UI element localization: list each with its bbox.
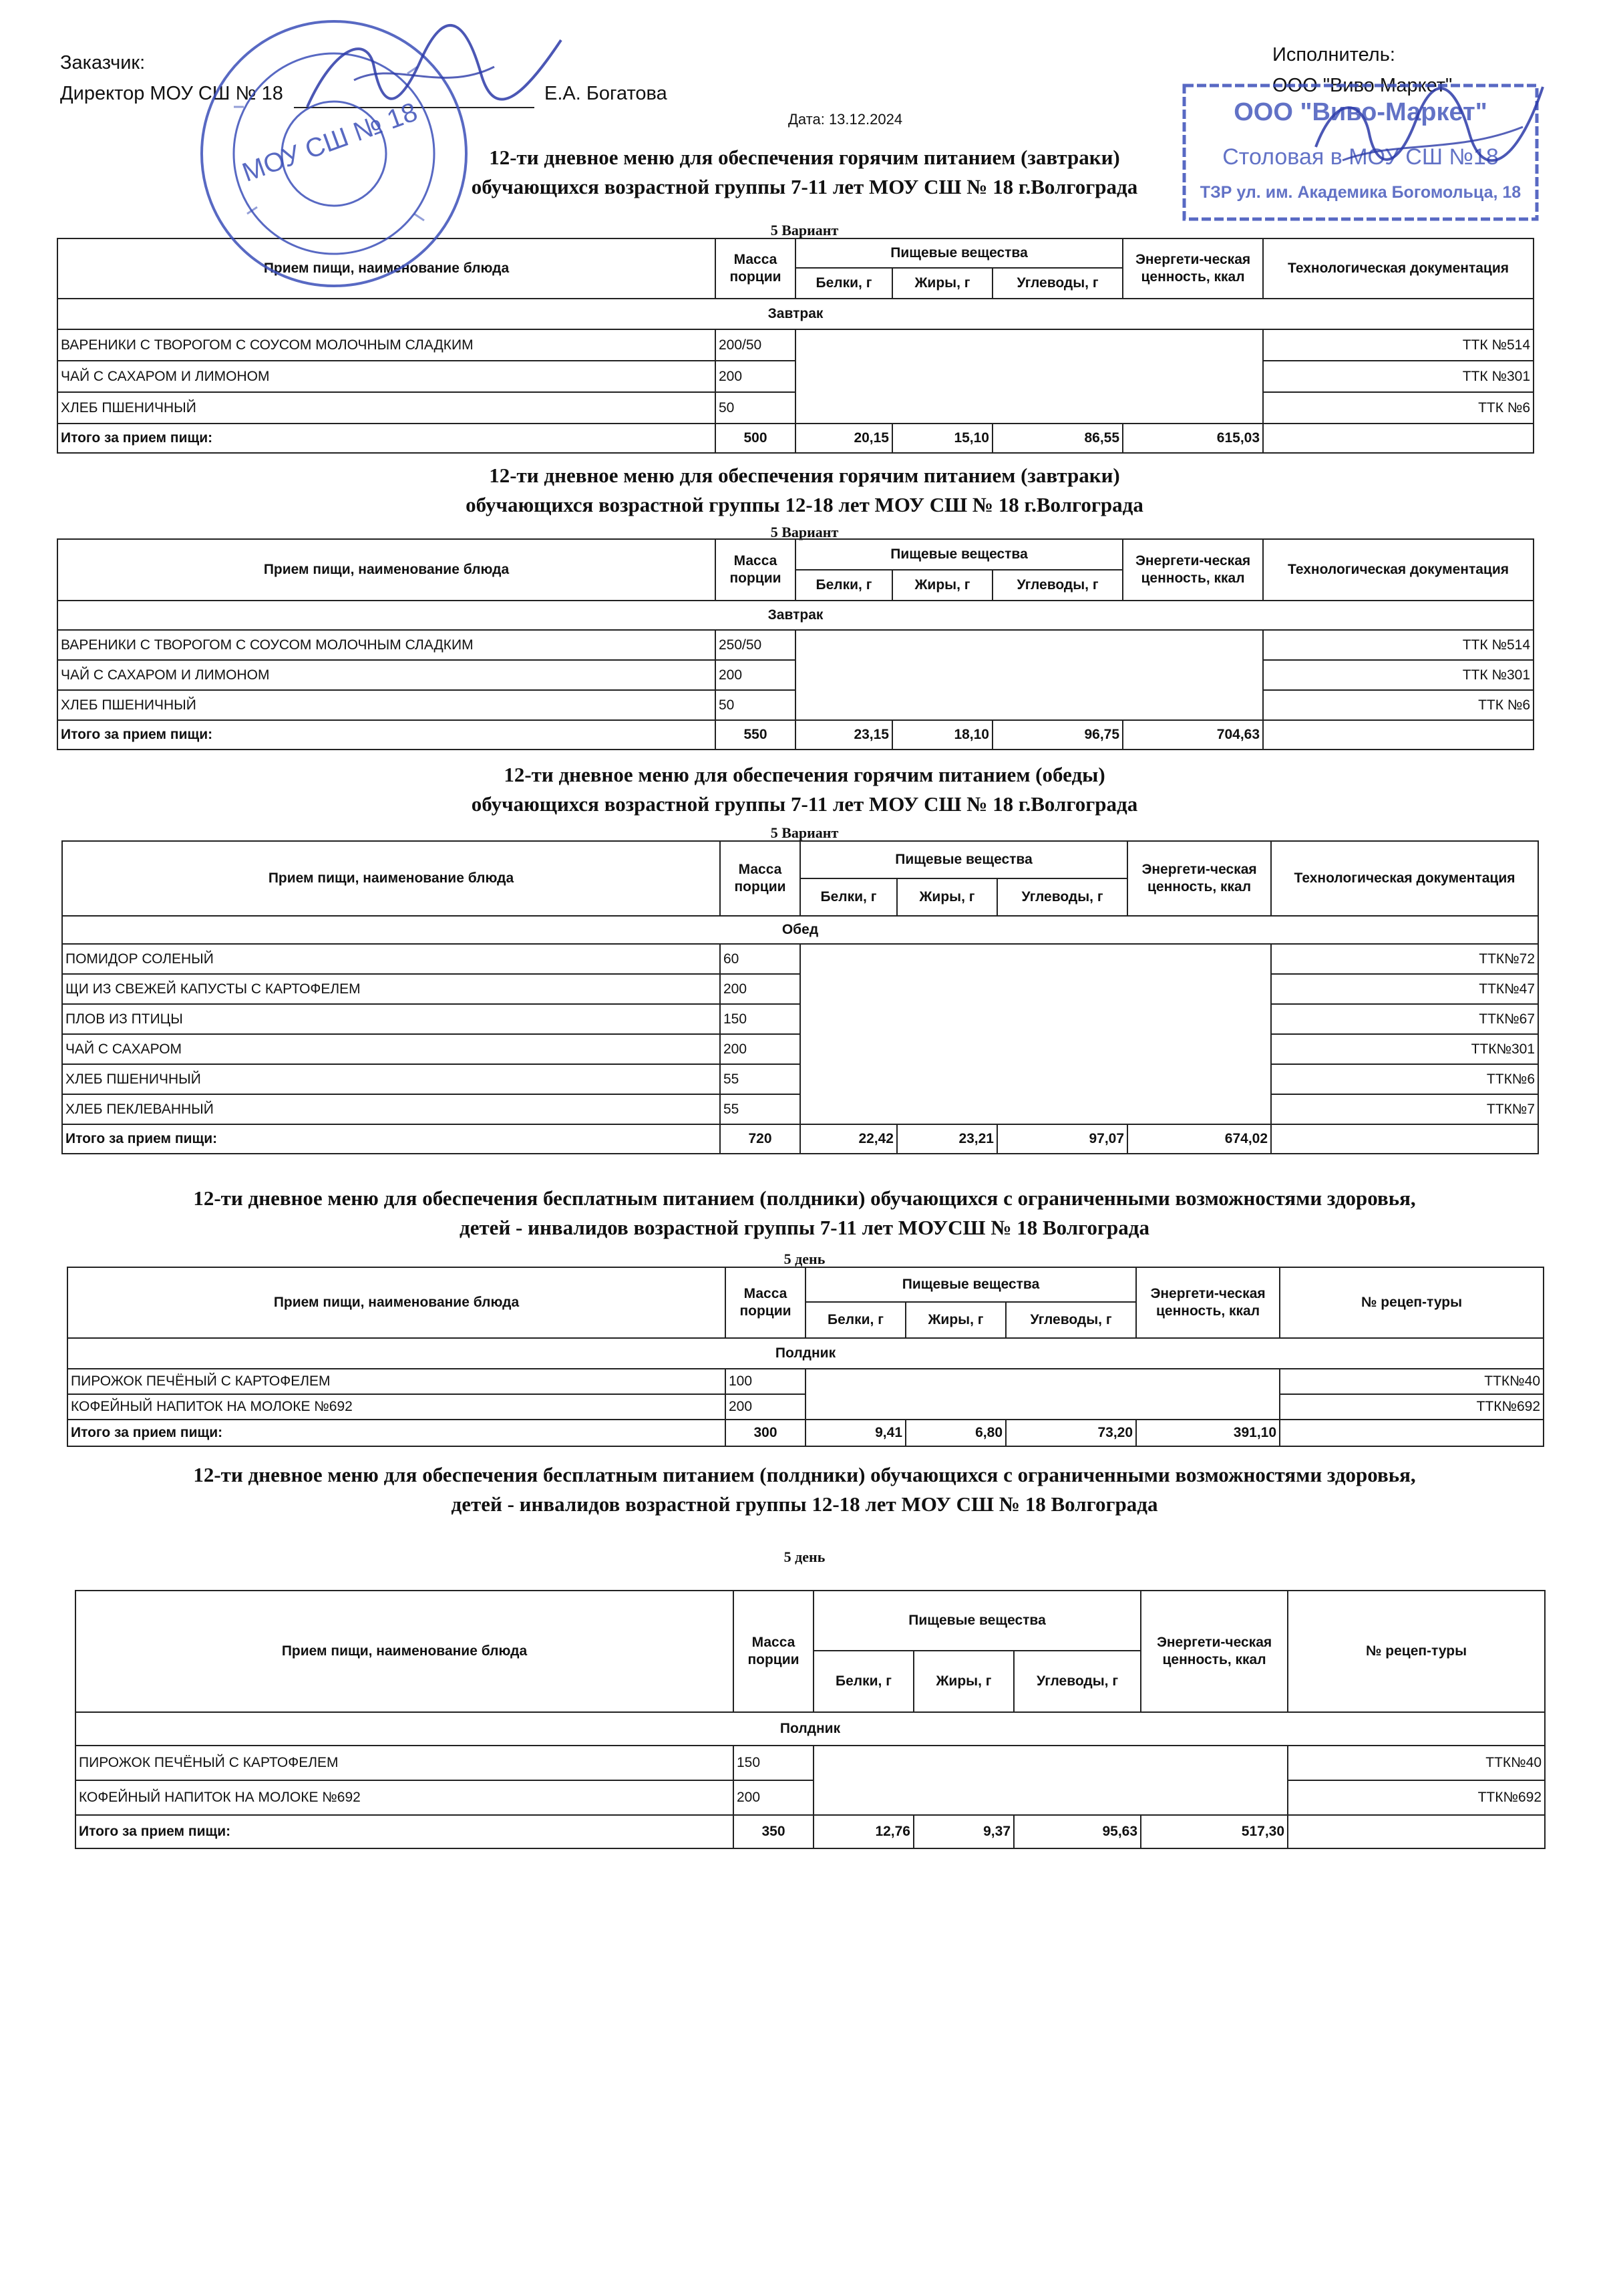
col-nutrients-header: Пищевые вещества [795,238,1123,268]
col-name-header: Прием пищи, наименование блюда [62,841,720,916]
total-carbs: 86,55 [993,424,1123,453]
table-row [67,1369,1544,1394]
total-energy: 391,10 [1136,1420,1280,1446]
section-3-title-1: 12-ти дневное меню для обеспечения горячим питанием (обеды) [504,763,1105,786]
section-3-title-2: обучающихся возрастной группы 7-11 лет МОУ СШ № 18 г.Волгограда [471,792,1138,816]
section-5-title-1: 12-ти дневное меню для обеспечения бесплатным питанием (полдники) обучающихся с ограниченными возможностями здоровья, [193,1463,1416,1486]
dish-doc: ТТК№67 [1271,1004,1538,1034]
col-mass-header: Масса порции [725,1267,806,1338]
total-row [57,720,1534,750]
executor-org: ООО "Виво Маркет" [1272,75,1453,96]
section-3-variant: 5 Вариант [770,824,839,841]
total-label: Итого за прием пищи: [57,720,715,750]
menu-table-2 [57,538,1534,750]
total-row [62,1124,1538,1154]
col-protein-header: Белки, г [795,570,892,601]
total-fat: 18,10 [892,720,993,750]
total-carbs: 73,20 [1006,1420,1136,1446]
dish-doc: ТТК №6 [1263,690,1534,720]
menu-table-3 [61,840,1539,1154]
col-name-header: Прием пищи, наименование блюда [57,539,715,601]
dish-name: КОФЕЙНЫЙ НАПИТОК НА МОЛОКЕ №692 [67,1394,725,1420]
table-row [75,1746,1545,1780]
total-carbs: 95,63 [1014,1815,1141,1848]
dish-name: ХЛЕБ ПШЕНИЧНЫЙ [62,1064,720,1094]
dish-mass: 60 [720,944,800,974]
col-name-header: Прием пищи, наименование блюда [67,1267,725,1338]
section-1-title-1: 12-ти дневное меню для обеспечения горячим питанием (завтраки) [489,146,1120,169]
col-name-header: Прием пищи, наименование блюда [57,238,715,299]
col-energy-header: Энергети-ческая ценность, ккал [1123,539,1263,601]
col-mass-header: Масса порции [720,841,800,916]
col-nutrients-header: Пищевые вещества [800,841,1127,878]
dish-name: ВАРЕНИКИ С ТВОРОГОМ С СОУСОМ МОЛОЧНЫМ СЛАДКИМ [57,630,715,660]
section-5-title-2: детей - инвалидов возрастной группы 12-18 лет МОУ СШ № 18 Волгограда [451,1492,1158,1516]
total-row [75,1815,1545,1848]
dish-mass: 200 [720,1034,800,1064]
dish-name: ПИРОЖОК ПЕЧЁНЫЙ С КАРТОФЕЛЕМ [75,1746,733,1780]
total-energy: 674,02 [1127,1124,1271,1154]
col-fat-header: Жиры, г [914,1651,1014,1712]
meal-heading: Обед [62,916,1538,944]
table-row [75,1780,1545,1815]
total-carbs: 96,75 [993,720,1123,750]
total-mass: 350 [733,1815,814,1848]
menu-table-5 [75,1590,1546,1849]
round-stamp-text: МОУ СШ № 18 [238,97,421,188]
col-carbs-header: Углеводы, г [997,878,1127,916]
total-fat: 15,10 [892,424,993,453]
col-protein-header: Белки, г [800,878,897,916]
dish-doc: ТТК№692 [1280,1394,1544,1420]
col-techdoc-header: Технологическая документация [1271,841,1538,916]
empty-nutrients-cell [795,329,1263,424]
dish-mass: 150 [720,1004,800,1034]
total-carbs: 97,07 [997,1124,1127,1154]
col-techdoc-header: Технологическая документация [1263,238,1534,299]
col-protein-header: Белки, г [806,1302,906,1338]
col-energy-header: Энергети-ческая ценность, ккал [1141,1591,1288,1712]
col-nutrients-header: Пищевые вещества [806,1267,1136,1302]
col-fat-header: Жиры, г [892,268,993,299]
col-carbs-header: Углеводы, г [1006,1302,1136,1338]
dish-mass: 200 [733,1780,814,1815]
total-protein: 22,42 [800,1124,897,1154]
col-mass-header: Масса порции [715,238,795,299]
total-mass: 300 [725,1420,806,1446]
dish-mass: 50 [715,690,795,720]
dish-doc: ТТК№6 [1271,1064,1538,1094]
dish-doc: ТТК№40 [1280,1369,1544,1394]
col-mass-header: Масса порции [733,1591,814,1712]
empty-nutrients-cell [800,944,1271,1124]
col-recipe-header: № рецеп-туры [1280,1267,1544,1338]
dish-doc: ТТК №301 [1263,361,1534,392]
col-protein-header: Белки, г [814,1651,914,1712]
dish-name: ВАРЕНИКИ С ТВОРОГОМ С СОУСОМ МОЛОЧНЫМ СЛАДКИМ [57,329,715,361]
dish-doc: ТТК№40 [1288,1746,1545,1780]
total-protein: 23,15 [795,720,892,750]
total-label: Итого за прием пищи: [57,424,715,453]
meal-heading: Полдник [75,1712,1545,1746]
total-protein: 12,76 [814,1815,914,1848]
section-1-variant: 5 Вариант [770,222,839,238]
dish-name: ПИРОЖОК ПЕЧЁНЫЙ С КАРТОФЕЛЕМ [67,1369,725,1394]
col-mass-header: Масса порции [715,539,795,601]
dish-mass: 150 [733,1746,814,1780]
dish-name: ЩИ ИЗ СВЕЖЕЙ КАПУСТЫ С КАРТОФЕЛЕМ [62,974,720,1004]
total-row [57,424,1534,453]
executor-label: Исполнитель: [1272,44,1395,65]
dish-doc: ТТК№72 [1271,944,1538,974]
section-2-title-1: 12-ти дневное меню для обеспечения горячим питанием (завтраки) [489,464,1120,487]
col-energy-header: Энергети-ческая ценность, ккал [1123,238,1263,299]
total-label: Итого за прием пищи: [75,1815,733,1848]
total-mass: 720 [720,1124,800,1154]
meal-heading: Завтрак [57,601,1534,630]
total-mass: 500 [715,424,795,453]
dish-doc: ТТК №514 [1263,329,1534,361]
col-fat-header: Жиры, г [906,1302,1006,1338]
total-label: Итого за прием пищи: [62,1124,720,1154]
section-2-title-2: обучающихся возрастной группы 12-18 лет МОУ СШ № 18 г.Волгограда [466,493,1143,516]
menu-table-4 [67,1267,1544,1447]
dish-name: ХЛЕБ ПШЕНИЧНЫЙ [57,690,715,720]
dish-mass: 50 [715,392,795,424]
dish-name: ПЛОВ ИЗ ПТИЦЫ [62,1004,720,1034]
rect-stamp-line1: ООО "Виво-Маркет" [1234,98,1487,126]
col-energy-header: Энергети-ческая ценность, ккал [1127,841,1271,916]
dish-doc: ТТК№301 [1271,1034,1538,1064]
total-energy: 704,63 [1123,720,1263,750]
dish-mass: 100 [725,1369,806,1394]
dish-doc: ТТК №6 [1263,392,1534,424]
total-fat: 6,80 [906,1420,1006,1446]
col-name-header: Прием пищи, наименование блюда [75,1591,733,1712]
dish-doc: ТТК№47 [1271,974,1538,1004]
empty-nutrients-cell [795,630,1263,720]
dish-name: ХЛЕБ ПЕКЛЕВАННЫЙ [62,1094,720,1124]
col-carbs-header: Углеводы, г [993,268,1123,299]
col-nutrients-header: Пищевые вещества [795,539,1123,570]
total-mass: 550 [715,720,795,750]
total-energy: 517,30 [1141,1815,1288,1848]
section-4-title-1: 12-ти дневное меню для обеспечения бесплатным питанием (полдники) обучающихся с ограниченными возможностями здоровья, [193,1186,1416,1210]
dish-name: ЧАЙ С САХАРОМ И ЛИМОНОМ [57,660,715,690]
table-row [57,630,1534,660]
signature-line [294,107,534,108]
empty-nutrients-cell [806,1369,1280,1420]
dish-mass: 200 [725,1394,806,1420]
dish-name: ЧАЙ С САХАРОМ [62,1034,720,1064]
col-fat-header: Жиры, г [892,570,993,601]
meal-heading: Полдник [67,1338,1544,1369]
customer-line: Директор МОУ СШ № 18 [60,83,283,104]
col-energy-header: Энергети-ческая ценность, ккал [1136,1267,1280,1338]
total-protein: 9,41 [806,1420,906,1446]
dish-mass: 200/50 [715,329,795,361]
customer-signature [294,20,574,127]
total-row [67,1420,1544,1446]
section-1-title-2: обучающихся возрастной группы 7-11 лет МОУ СШ № 18 г.Волгограда [471,175,1138,198]
menu-table-1 [57,238,1534,454]
section-4-title-2: детей - инвалидов возрастной группы 7-11 лет МОУСШ № 18 Волгограда [460,1216,1149,1239]
total-fat: 23,21 [897,1124,997,1154]
col-recipe-header: № рецеп-туры [1288,1591,1545,1712]
rect-stamp-line3: ТЗР ул. им. Академика Богомольца, 18 [1200,183,1522,202]
empty-nutrients-cell [814,1746,1288,1815]
dish-mass: 200 [715,660,795,690]
col-fat-header: Жиры, г [897,878,997,916]
dish-name: КОФЕЙНЫЙ НАПИТОК НА МОЛОКЕ №692 [75,1780,733,1815]
col-protein-header: Белки, г [795,268,892,299]
col-carbs-header: Углеводы, г [1014,1651,1141,1712]
customer-label: Заказчик: [60,52,146,73]
total-fat: 9,37 [914,1815,1014,1848]
meal-heading: Завтрак [57,299,1534,329]
total-energy: 615,03 [1123,424,1263,453]
dish-name: ХЛЕБ ПШЕНИЧНЫЙ [57,392,715,424]
dish-mass: 250/50 [715,630,795,660]
table-row [62,944,1538,974]
col-nutrients-header: Пищевые вещества [814,1591,1141,1651]
dish-mass: 55 [720,1064,800,1094]
rect-stamp-line2: Столовая в МОУ СШ №18 [1222,144,1499,170]
section-5-variant: 5 день [783,1548,826,1565]
dish-doc: ТТК№692 [1288,1780,1545,1815]
table-row [57,329,1534,361]
dish-doc: ТТК №301 [1263,660,1534,690]
customer-name: Е.А. Богатова [544,83,667,104]
dish-mass: 200 [715,361,795,392]
dish-mass: 55 [720,1094,800,1124]
dish-mass: 200 [720,974,800,1004]
dish-doc: ТТК№7 [1271,1094,1538,1124]
total-label: Итого за прием пищи: [67,1420,725,1446]
document-date: Дата: 13.12.2024 [788,111,903,128]
section-4-variant: 5 день [783,1251,826,1267]
col-techdoc-header: Технологическая документация [1263,539,1534,601]
dish-name: ПОМИДОР СОЛЕНЫЙ [62,944,720,974]
dish-name: ЧАЙ С САХАРОМ И ЛИМОНОМ [57,361,715,392]
section-2-variant: 5 Вариант [770,524,839,540]
dish-doc: ТТК №514 [1263,630,1534,660]
total-protein: 20,15 [795,424,892,453]
col-carbs-header: Углеводы, г [993,570,1123,601]
